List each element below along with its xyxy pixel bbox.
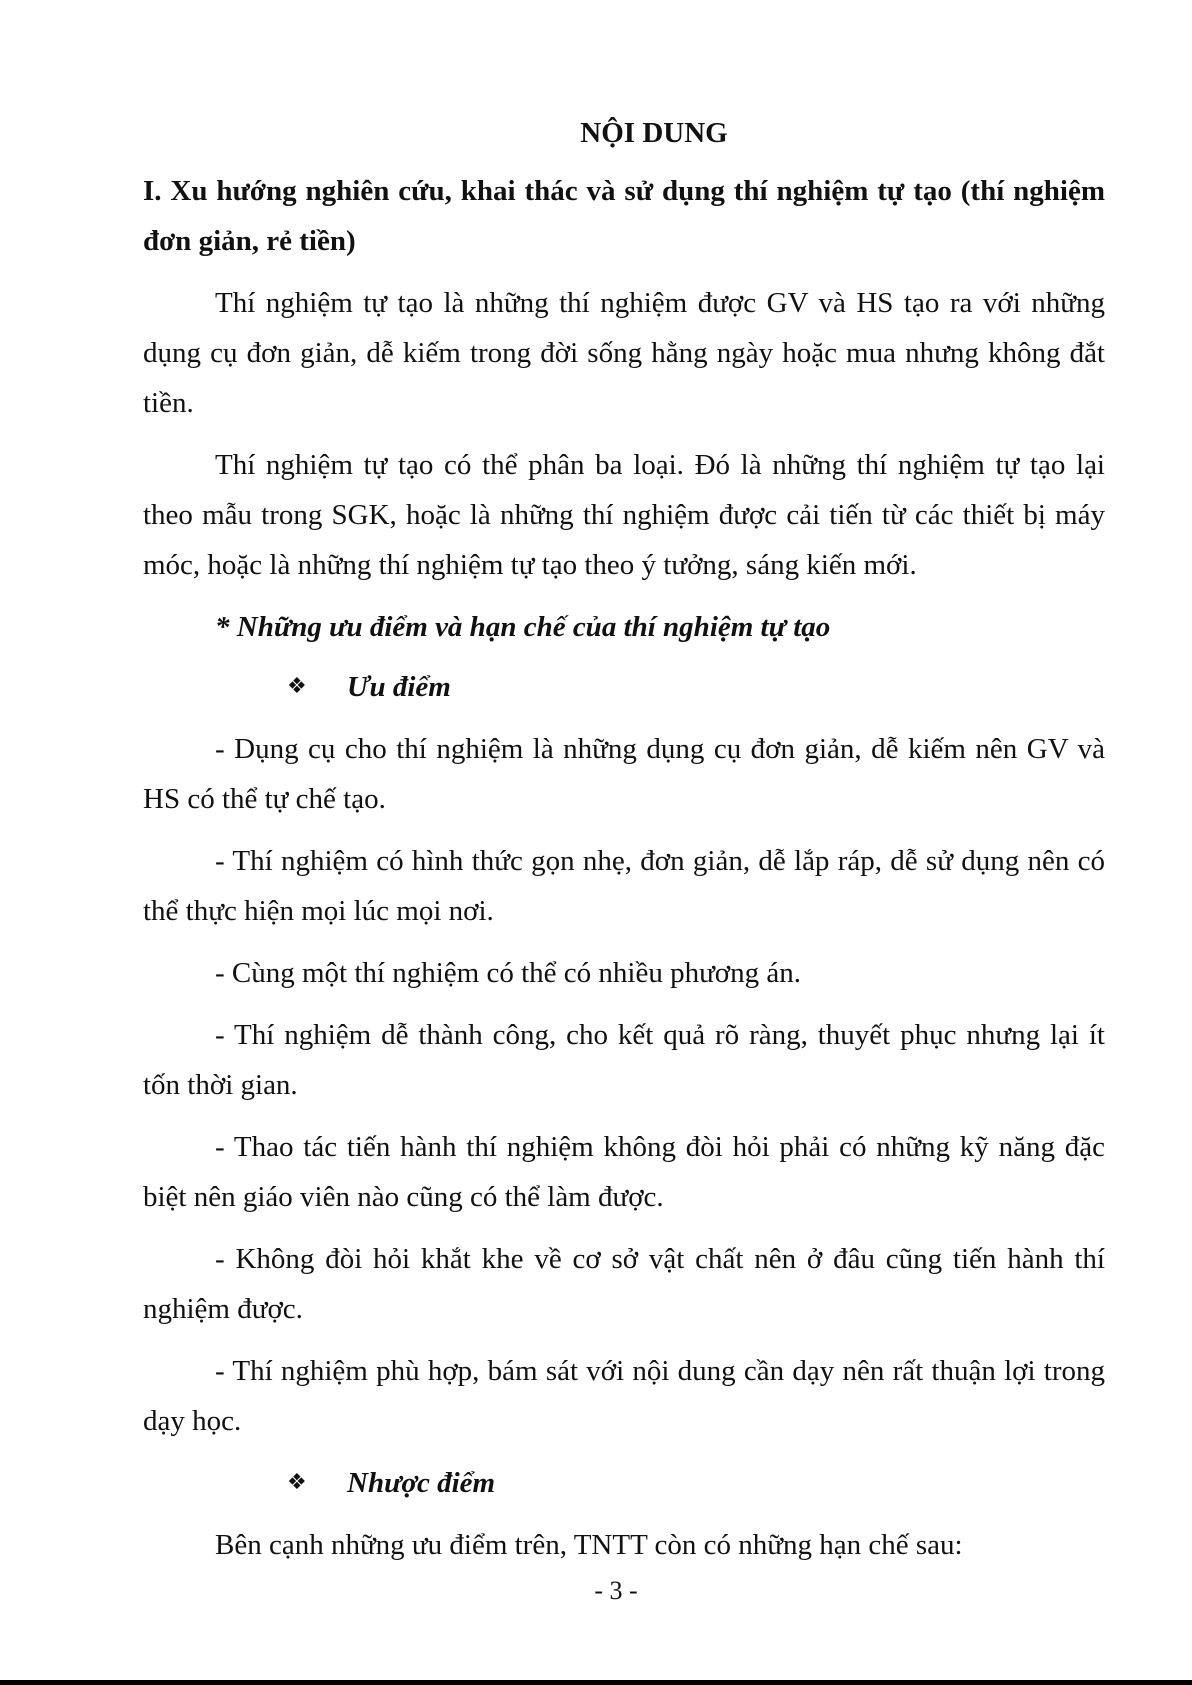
page-content xyxy=(143,108,1105,1582)
diamond-bullet-icon: ❖ xyxy=(287,674,307,699)
paragraph-classification: Thí nghiệm tự tạo có thể phân ba loại. Đó là những thí nghiệm tự tạo lại theo mẫu trong SGK, hoặc là những thí nghiệm được cải tiến từ các thiết bị máy móc, hoặc là những thí nghiệm tự tạo theo ý tưởng, sáng kiến mới. xyxy=(143,449,1105,581)
advantages-heading-label: Ưu điểm xyxy=(347,671,451,703)
advantage-item: - Thao tác tiến hành thí nghiệm không đòi hỏi phải có những kỹ năng đặc biệt nên giáo viên nào cũng có thể làm được. xyxy=(143,1131,1105,1213)
page-title: NỘI DUNG xyxy=(580,117,728,149)
pros-cons-subheading: * Những ưu điểm và hạn chế của thí nghiệm tự tạo xyxy=(215,611,831,643)
page-number: - 3 - xyxy=(594,1576,638,1605)
advantages-heading xyxy=(143,662,1105,712)
paragraph-definition: Thí nghiệm tự tạo là những thí nghiệm được GV và HS tạo ra với những dụng cụ đơn giản, dễ kiếm trong đời sống hằng ngày hoặc mua nhưng không đắt tiền. xyxy=(143,287,1105,419)
disadvantages-intro: Bên cạnh những ưu điểm trên, TNTT còn có những hạn chế sau: xyxy=(215,1529,963,1561)
advantage-item: - Dụng cụ cho thí nghiệm là những dụng cụ đơn giản, dễ kiếm nên GV và HS có thể tự chế tạo. xyxy=(143,733,1105,815)
disadvantages-heading xyxy=(143,1458,1105,1508)
disadvantages-heading-label: Nhược điểm xyxy=(347,1467,496,1499)
advantage-item: - Không đòi hỏi khắt khe về cơ sở vật chất nên ở đâu cũng tiến hành thí nghiệm được. xyxy=(143,1243,1105,1325)
bottom-border xyxy=(0,1680,1192,1685)
advantage-item: - Thí nghiệm dễ thành công, cho kết quả rõ ràng, thuyết phục nhưng lại ít tốn thời gian. xyxy=(143,1019,1105,1101)
diamond-bullet-icon: ❖ xyxy=(287,1470,307,1495)
advantage-item: - Thí nghiệm có hình thức gọn nhẹ, đơn giản, dễ lắp ráp, dễ sử dụng nên có thể thực hiện mọi lúc mọi nơi. xyxy=(143,845,1105,927)
advantage-item: - Cùng một thí nghiệm có thể có nhiều phương án. xyxy=(215,957,801,989)
section-heading: I. Xu hướng nghiên cứu, khai thác và sử dụng thí nghiệm tự tạo (thí nghiệm đơn giản, rẻ tiền) xyxy=(143,175,1105,257)
advantage-item: - Thí nghiệm phù hợp, bám sát với nội dung cần dạy nên rất thuận lợi trong dạy học. xyxy=(143,1355,1105,1437)
